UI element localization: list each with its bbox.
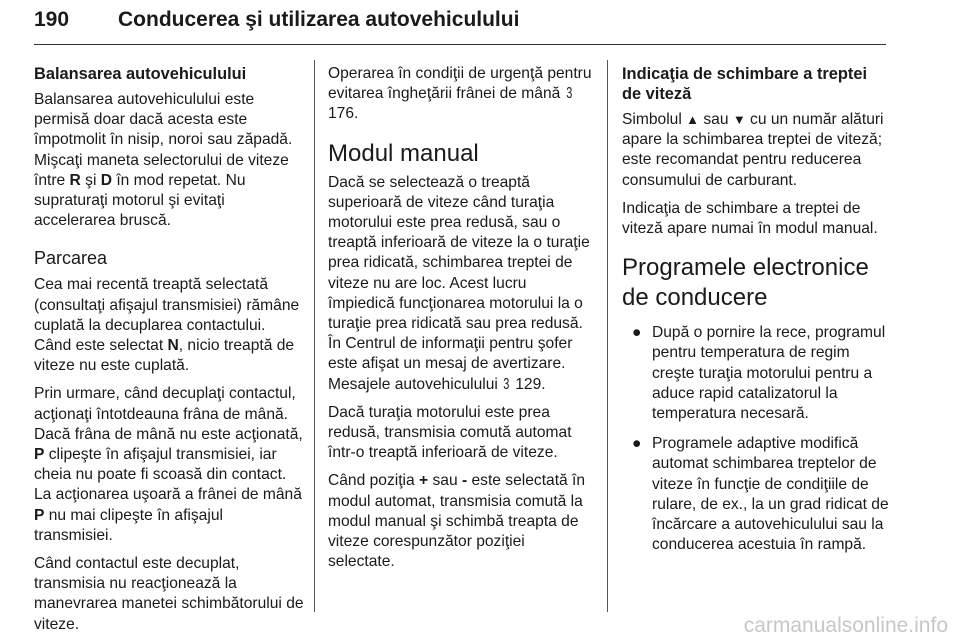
list-item: ● După o pornire la rece, programul pentru temperatura de regim creşte turaţia motorului pentru a aduce rapid catalizatorul la temperatura necesară. [632,324,886,423]
paragraph-urgenta: Operarea în condiţii de urgenţă pentru evitarea îngheţării frânei de mână 3 176. [328,65,592,123]
reference-arrow-icon: 3 [565,85,573,103]
paragraph-parcarea-2: Prin urmare, când decuplaţi contactul, acţionaţi întotdeauna frâna de mână. Dacă frâna de mână nu este acţionată, P clipeşte în afişajul transmisiei, iar cheia nu poate fi scoasă din contact. La acţionarea uşoară a frânei de mână P nu mai clipeşte în afişajul transmisiei. [34,385,303,544]
page-reference-link[interactable]: 3 176. [328,85,573,123]
paragraph-parcarea-3: Când contactul este decuplat, transmisia nu reacţionează la manevrarea manetei schimbătorului de viteze. [34,555,304,633]
paragraph-manual-3: Când poziţia + sau - este selectată în modul automat, transmisia comută la modul manual şi schimbă treapta de viteze corespunzător poziţiei selectate. [328,472,586,571]
gear-key-n: N [167,337,179,355]
section-heading-parcarea: Parcarea [34,248,108,269]
bullet-icon: ● [632,324,642,342]
bullet-icon: ● [632,435,642,453]
watermark: carmanualsonline.info [743,614,948,637]
section-heading-programe: Programele electronice de conducere [622,254,869,312]
column-left [34,64,304,633]
reference-arrow-icon: 3 [503,375,510,393]
paragraph-manual-2: Dacă turaţia motorului este prea redusă, transmisia comută automat într-o treaptă inferioară de viteze. [328,403,572,462]
section-heading-manual: Modul manual [328,139,479,167]
paragraph-parcarea-1: Cea mai recentă treaptă selectată (consultaţi afişajul transmisiei) rămâne cuplată la decuplarea contactului. Când este selectat N, nicio treaptă de viteze nu este cuplată. [34,276,300,375]
gear-key-plus: + [419,472,429,490]
page-number: 190 [34,8,70,31]
paragraph-manual-1: Dacă se selectează o treaptă superioară de viteze când turaţia motorului este prea redusă, sau o treaptă inferioară de viteze la o turaţie prea ridicată, schimbarea treptei de viteze nu are loc. Acest lucru împiedică funcţionarea motorului la o turaţie prea ridicată sau prea redusă. În Centrul de informaţii pentru şofer este afişat un mesaj de avertizare. Mesajele autovehiculului 3 129. [328,173,592,395]
page-header [34,4,886,45]
gear-key-p: P [34,506,45,524]
column-divider [314,60,315,612]
paragraph-indicatia-2: Indicaţia de schimbare a treptei de viteză apare numai în modul manual. [622,199,878,238]
column-middle [328,64,592,612]
paragraph-indicatia-1: Simbolul ▲ sau ▼ cu un număr alături apare la schimbarea treptei de viteză; este recomandat pentru reducerea consumului de carburant. [622,111,884,189]
gear-key-r: R [69,171,81,189]
section-heading-balansare: Balansarea autovehiculului [34,65,247,83]
gear-key-d: D [100,171,113,189]
list-item: ● Programele adaptive modifică automat schimbarea treptelor de viteze în funcţie de condiţiile de rulare, de ex., la un grad ridicat de încărcare a autovehiculului sau la conducerea acestuia în rampă. [632,435,889,554]
paragraph-balansare: Balansarea autovehiculului este permisă doar dacă acesta este împotmolit în nisip, noroi sau zăpadă. Mişcaţi maneta selectorului de viteze între R şi D în mod repetat. Nu supraturaţi motorul şi evitaţi accelerarea bruscă. [34,91,293,230]
column-divider [607,60,608,612]
gear-key-minus: - [461,472,468,490]
section-heading-indicatia: Indicaţia de schimbare a treptei de viteză [622,65,868,103]
page-title: Conducerea şi utilizarea autovehiculului [118,8,520,31]
gear-key-p: P [34,446,45,464]
column-right [622,64,890,612]
arrow-down-icon: ▼ [732,112,746,127]
page-reference-link[interactable]: 3 129. [502,376,545,393]
arrow-up-icon: ▲ [686,112,700,127]
bullet-list [622,323,890,555]
